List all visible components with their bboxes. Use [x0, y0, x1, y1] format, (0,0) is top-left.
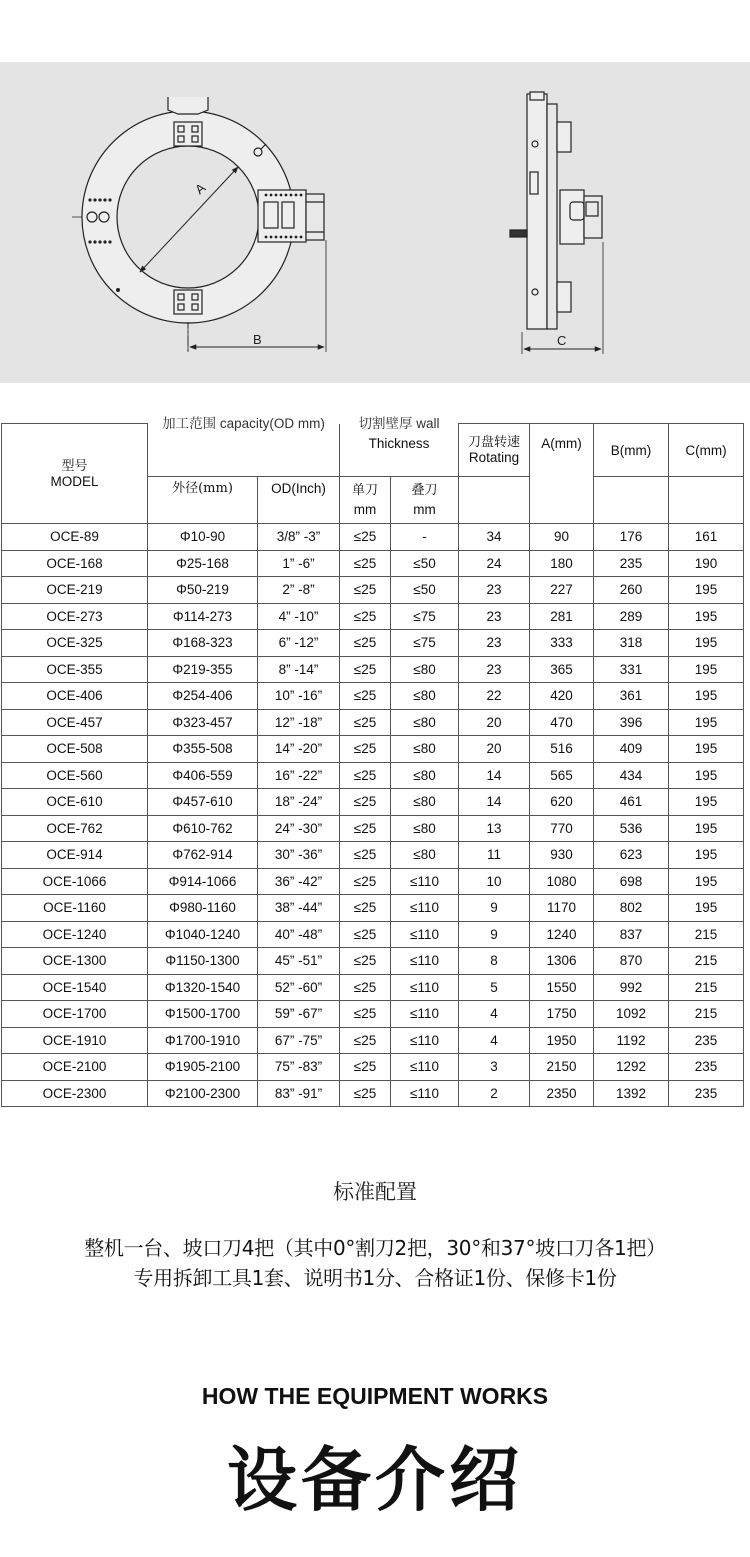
cell-b: 260 — [594, 577, 669, 604]
table-row — [2, 762, 744, 789]
header-single-unit: mm — [353, 502, 377, 517]
cell-b: 396 — [594, 709, 669, 736]
cell-single-blade: ≤25 — [340, 815, 391, 842]
spec-table — [1, 415, 744, 1107]
cell-a: 930 — [530, 842, 594, 869]
cell-single-blade: ≤25 — [340, 709, 391, 736]
cell-single-blade: ≤25 — [340, 762, 391, 789]
cell-single-blade: ≤25 — [340, 921, 391, 948]
cell-model: OCE-325 — [2, 630, 148, 657]
cell-od-inch: 38” -44” — [258, 895, 340, 922]
cell-od-inch: 4” -10” — [258, 603, 340, 630]
header-single — [340, 477, 391, 524]
cell-od-inch: 14” -20” — [258, 736, 340, 763]
cell-single-blade: ≤25 — [340, 842, 391, 869]
table-row — [2, 630, 744, 657]
cell-b: 870 — [594, 948, 669, 975]
cell-model: OCE-355 — [2, 656, 148, 683]
cell-single-blade: ≤25 — [340, 789, 391, 816]
cell-rotating: 20 — [459, 736, 530, 763]
cell-c: 195 — [669, 630, 744, 657]
cell-model: OCE-914 — [2, 842, 148, 869]
table-row — [2, 656, 744, 683]
header-c: C(mm) — [669, 424, 744, 477]
cell-rotating: 5 — [459, 974, 530, 1001]
table-row — [2, 1001, 744, 1028]
cell-od-mm: Φ762-914 — [148, 842, 258, 869]
cell-rotating: 4 — [459, 1027, 530, 1054]
cell-model: OCE-273 — [2, 603, 148, 630]
cell-model: OCE-762 — [2, 815, 148, 842]
header-od-mm: 外径(mm) — [148, 477, 258, 524]
cell-single-blade: ≤25 — [340, 948, 391, 975]
cell-stack-blade: ≤110 — [391, 948, 459, 975]
cell-rotating: 11 — [459, 842, 530, 869]
cell-c: 195 — [669, 736, 744, 763]
cell-rotating: 9 — [459, 895, 530, 922]
cell-od-mm: Φ1320-1540 — [148, 974, 258, 1001]
cell-stack-blade: ≤80 — [391, 683, 459, 710]
cell-rotating: 14 — [459, 762, 530, 789]
header-model — [2, 424, 148, 524]
header-rotating-en: Rotating — [468, 450, 520, 465]
cell-stack-blade: ≤110 — [391, 1001, 459, 1028]
table-row — [2, 974, 744, 1001]
cell-od-inch: 18” -24” — [258, 789, 340, 816]
cell-single-blade: ≤25 — [340, 550, 391, 577]
cell-c: 195 — [669, 683, 744, 710]
header-model-cn: 型号 — [61, 458, 88, 474]
cell-od-mm: Φ457-610 — [148, 789, 258, 816]
cell-a: 281 — [530, 603, 594, 630]
cell-od-inch: 36” -42” — [258, 868, 340, 895]
cell-b: 1092 — [594, 1001, 669, 1028]
cell-od-mm: Φ168-323 — [148, 630, 258, 657]
cell-a: 1750 — [530, 1001, 594, 1028]
cell-stack-blade: ≤50 — [391, 577, 459, 604]
cell-b: 536 — [594, 815, 669, 842]
cell-stack-blade: ≤75 — [391, 603, 459, 630]
cell-c: 215 — [669, 974, 744, 1001]
cell-c: 195 — [669, 656, 744, 683]
cell-rotating: 23 — [459, 577, 530, 604]
equipment-intro-heading: 设备介绍 — [227, 1439, 523, 1521]
header-wall-label: 切割壁厚 wall — [358, 415, 440, 431]
cell-od-mm: Φ219-355 — [148, 656, 258, 683]
cell-a: 516 — [530, 736, 594, 763]
cell-od-inch: 83” -91” — [258, 1080, 340, 1107]
cell-a: 1080 — [530, 868, 594, 895]
cell-model: OCE-1700 — [2, 1001, 148, 1028]
cell-rotating: 20 — [459, 709, 530, 736]
cell-single-blade: ≤25 — [340, 524, 391, 551]
cell-stack-blade: ≤110 — [391, 1054, 459, 1081]
cell-a: 90 — [530, 524, 594, 551]
cell-b: 802 — [594, 895, 669, 922]
table-row — [2, 736, 744, 763]
dim-label-a: A — [192, 180, 209, 198]
cell-od-mm: Φ2100-2300 — [148, 1080, 258, 1107]
cell-od-inch: 10” -16” — [258, 683, 340, 710]
cell-c: 215 — [669, 948, 744, 975]
cell-a: 470 — [530, 709, 594, 736]
cell-b: 992 — [594, 974, 669, 1001]
cell-single-blade: ≤25 — [340, 630, 391, 657]
drawing-svg — [0, 62, 750, 383]
cell-model: OCE-2300 — [2, 1080, 148, 1107]
cell-c: 235 — [669, 1080, 744, 1107]
cell-a: 620 — [530, 789, 594, 816]
cell-c: 235 — [669, 1027, 744, 1054]
table-row — [2, 524, 744, 551]
cell-rotating: 23 — [459, 630, 530, 657]
table-row — [2, 921, 744, 948]
cell-c: 215 — [669, 921, 744, 948]
header-model-en: MODEL — [50, 473, 99, 489]
cell-rotating: 8 — [459, 948, 530, 975]
dim-label-c: C — [557, 333, 567, 348]
cell-od-inch: 2” -8” — [258, 577, 340, 604]
cell-single-blade: ≤25 — [340, 868, 391, 895]
header-stack — [391, 477, 459, 524]
header-b-blank — [594, 477, 669, 524]
cell-a: 565 — [530, 762, 594, 789]
table-row — [2, 683, 744, 710]
cell-a: 1240 — [530, 921, 594, 948]
cell-od-inch: 1” -6” — [258, 550, 340, 577]
cell-a: 1550 — [530, 974, 594, 1001]
cell-od-mm: Φ914-1066 — [148, 868, 258, 895]
cell-od-mm: Φ355-508 — [148, 736, 258, 763]
cell-a: 1306 — [530, 948, 594, 975]
cell-stack-blade: - — [391, 524, 459, 551]
header-wall — [340, 415, 459, 477]
cell-od-inch: 52” -60” — [258, 974, 340, 1001]
cell-od-mm: Φ10-90 — [148, 524, 258, 551]
config-line-2: 专用拆卸工具1套、说明书1分、合格证1份、保修卡1份 — [133, 1266, 617, 1290]
cell-model: OCE-1066 — [2, 868, 148, 895]
table-row — [2, 709, 744, 736]
front-view — [72, 97, 326, 352]
cell-stack-blade: ≤80 — [391, 656, 459, 683]
cell-a: 770 — [530, 815, 594, 842]
cell-single-blade: ≤25 — [340, 736, 391, 763]
cell-a: 420 — [530, 683, 594, 710]
cell-b: 409 — [594, 736, 669, 763]
table-row — [2, 603, 744, 630]
cell-od-mm: Φ1700-1910 — [148, 1027, 258, 1054]
cell-c: 161 — [669, 524, 744, 551]
cell-a: 227 — [530, 577, 594, 604]
table-row — [2, 895, 744, 922]
cell-b: 176 — [594, 524, 669, 551]
cell-single-blade: ≤25 — [340, 683, 391, 710]
cell-stack-blade: ≤50 — [391, 550, 459, 577]
table-header-row-1 — [2, 424, 744, 477]
cell-od-inch: 40” -48” — [258, 921, 340, 948]
cell-od-inch: 67” -75” — [258, 1027, 340, 1054]
cell-od-mm: Φ1500-1700 — [148, 1001, 258, 1028]
cell-a: 365 — [530, 656, 594, 683]
cell-c: 190 — [669, 550, 744, 577]
header-capacity — [148, 415, 340, 477]
cell-c: 195 — [669, 762, 744, 789]
cell-b: 623 — [594, 842, 669, 869]
cell-od-mm: Φ610-762 — [148, 815, 258, 842]
cell-c: 195 — [669, 577, 744, 604]
cell-od-inch: 6” -12” — [258, 630, 340, 657]
cell-od-mm: Φ1150-1300 — [148, 948, 258, 975]
cell-model: OCE-219 — [2, 577, 148, 604]
cell-b: 1292 — [594, 1054, 669, 1081]
cell-rotating: 10 — [459, 868, 530, 895]
table-row — [2, 1054, 744, 1081]
side-view — [510, 92, 603, 354]
cell-model: OCE-560 — [2, 762, 148, 789]
cell-stack-blade: ≤75 — [391, 630, 459, 657]
cell-single-blade: ≤25 — [340, 577, 391, 604]
cell-a: 2350 — [530, 1080, 594, 1107]
cell-stack-blade: ≤110 — [391, 868, 459, 895]
cell-rotating: 34 — [459, 524, 530, 551]
cell-rotating: 3 — [459, 1054, 530, 1081]
cell-stack-blade: ≤110 — [391, 895, 459, 922]
cell-b: 1392 — [594, 1080, 669, 1107]
cell-model: OCE-457 — [2, 709, 148, 736]
cell-b: 698 — [594, 868, 669, 895]
cell-od-inch: 75” -83” — [258, 1054, 340, 1081]
cell-b: 1192 — [594, 1027, 669, 1054]
technical-drawing — [0, 62, 750, 383]
table-row — [2, 577, 744, 604]
cell-od-mm: Φ406-559 — [148, 762, 258, 789]
cell-single-blade: ≤25 — [340, 1080, 391, 1107]
cell-model: OCE-1540 — [2, 974, 148, 1001]
cell-model: OCE-1300 — [2, 948, 148, 975]
cell-stack-blade: ≤80 — [391, 842, 459, 869]
header-rotating-cn: 刀盘转速 — [467, 435, 520, 450]
how-equipment-works-heading: HOW THE EQUIPMENT WORKS — [201, 1383, 549, 1409]
cell-model: OCE-1910 — [2, 1027, 148, 1054]
table-row — [2, 789, 744, 816]
cell-c: 195 — [669, 789, 744, 816]
cell-model: OCE-2100 — [2, 1054, 148, 1081]
header-capacity-label: 加工范围 capacity(OD mm) — [162, 415, 325, 431]
header-wall-thickness: Thickness — [368, 435, 430, 451]
cell-od-inch: 24” -30” — [258, 815, 340, 842]
cell-b: 434 — [594, 762, 669, 789]
cell-stack-blade: ≤110 — [391, 921, 459, 948]
cell-od-inch: 3/8” -3” — [258, 524, 340, 551]
table-row — [2, 815, 744, 842]
cell-rotating: 14 — [459, 789, 530, 816]
cell-od-mm: Φ254-406 — [148, 683, 258, 710]
cell-b: 318 — [594, 630, 669, 657]
cell-model: OCE-168 — [2, 550, 148, 577]
cell-rotating: 23 — [459, 603, 530, 630]
config-line-1: 整机一台、坡口刀4把（其中0°割刀2把，30°和37°坡口刀各1把） — [84, 1236, 666, 1260]
config-title: 标准配置 — [333, 1180, 417, 1204]
cell-single-blade: ≤25 — [340, 1027, 391, 1054]
cell-od-mm: Φ1905-2100 — [148, 1054, 258, 1081]
cell-c: 195 — [669, 842, 744, 869]
cell-a: 2150 — [530, 1054, 594, 1081]
cell-od-inch: 8” -14” — [258, 656, 340, 683]
table-row — [2, 842, 744, 869]
cell-b: 461 — [594, 789, 669, 816]
cell-od-mm: Φ980-1160 — [148, 895, 258, 922]
cell-od-inch: 59” -67” — [258, 1001, 340, 1028]
cell-model: OCE-1240 — [2, 921, 148, 948]
cell-od-inch: 30” -36” — [258, 842, 340, 869]
cell-od-mm: Φ114-273 — [148, 603, 258, 630]
cell-rotating: 23 — [459, 656, 530, 683]
header-rotating — [459, 424, 530, 477]
cell-b: 289 — [594, 603, 669, 630]
table-row — [2, 1080, 744, 1107]
cell-c: 235 — [669, 1054, 744, 1081]
cell-od-mm: Φ25-168 — [148, 550, 258, 577]
header-single-cn: 单刀 — [351, 483, 378, 498]
cell-b: 235 — [594, 550, 669, 577]
cell-single-blade: ≤25 — [340, 895, 391, 922]
table-row — [2, 868, 744, 895]
cell-od-inch: 45” -51” — [258, 948, 340, 975]
cell-stack-blade: ≤110 — [391, 1080, 459, 1107]
cell-model: OCE-610 — [2, 789, 148, 816]
header-stack-unit: mm — [413, 502, 436, 517]
cell-c: 195 — [669, 868, 744, 895]
cell-rotating: 13 — [459, 815, 530, 842]
cell-od-mm: Φ50-219 — [148, 577, 258, 604]
header-c-blank — [669, 477, 744, 524]
header-stack-cn: 叠刀 — [411, 483, 438, 498]
cell-a: 180 — [530, 550, 594, 577]
dim-label-b: B — [253, 332, 262, 347]
cell-stack-blade: ≤110 — [391, 974, 459, 1001]
cell-od-mm: Φ323-457 — [148, 709, 258, 736]
cell-rotating: 9 — [459, 921, 530, 948]
cell-rotating: 24 — [459, 550, 530, 577]
cell-rotating: 2 — [459, 1080, 530, 1107]
table-row — [2, 550, 744, 577]
table-row — [2, 1027, 744, 1054]
cell-a: 1950 — [530, 1027, 594, 1054]
cell-model: OCE-89 — [2, 524, 148, 551]
cell-stack-blade: ≤80 — [391, 762, 459, 789]
cell-single-blade: ≤25 — [340, 656, 391, 683]
header-od-inch: OD(Inch) — [258, 477, 340, 524]
cell-c: 215 — [669, 1001, 744, 1028]
cell-model: OCE-1160 — [2, 895, 148, 922]
cell-od-inch: 16” -22” — [258, 762, 340, 789]
cell-c: 195 — [669, 603, 744, 630]
cell-c: 195 — [669, 815, 744, 842]
cell-single-blade: ≤25 — [340, 974, 391, 1001]
cell-b: 837 — [594, 921, 669, 948]
header-rotating-blank — [459, 477, 530, 524]
header-b: B(mm) — [594, 424, 669, 477]
cell-b: 331 — [594, 656, 669, 683]
cell-single-blade: ≤25 — [340, 1001, 391, 1028]
cell-od-mm: Φ1040-1240 — [148, 921, 258, 948]
header-a: A(mm) — [530, 424, 594, 524]
cell-rotating: 22 — [459, 683, 530, 710]
cell-stack-blade: ≤110 — [391, 1027, 459, 1054]
cell-c: 195 — [669, 895, 744, 922]
cell-stack-blade: ≤80 — [391, 789, 459, 816]
cell-a: 333 — [530, 630, 594, 657]
cell-b: 361 — [594, 683, 669, 710]
cell-model: OCE-508 — [2, 736, 148, 763]
cell-od-inch: 12” -18” — [258, 709, 340, 736]
cell-c: 195 — [669, 709, 744, 736]
cell-stack-blade: ≤80 — [391, 736, 459, 763]
cell-single-blade: ≤25 — [340, 603, 391, 630]
cell-stack-blade: ≤80 — [391, 709, 459, 736]
table-row — [2, 948, 744, 975]
cell-stack-blade: ≤80 — [391, 815, 459, 842]
cell-model: OCE-406 — [2, 683, 148, 710]
cell-a: 1170 — [530, 895, 594, 922]
cell-rotating: 4 — [459, 1001, 530, 1028]
cell-single-blade: ≤25 — [340, 1054, 391, 1081]
